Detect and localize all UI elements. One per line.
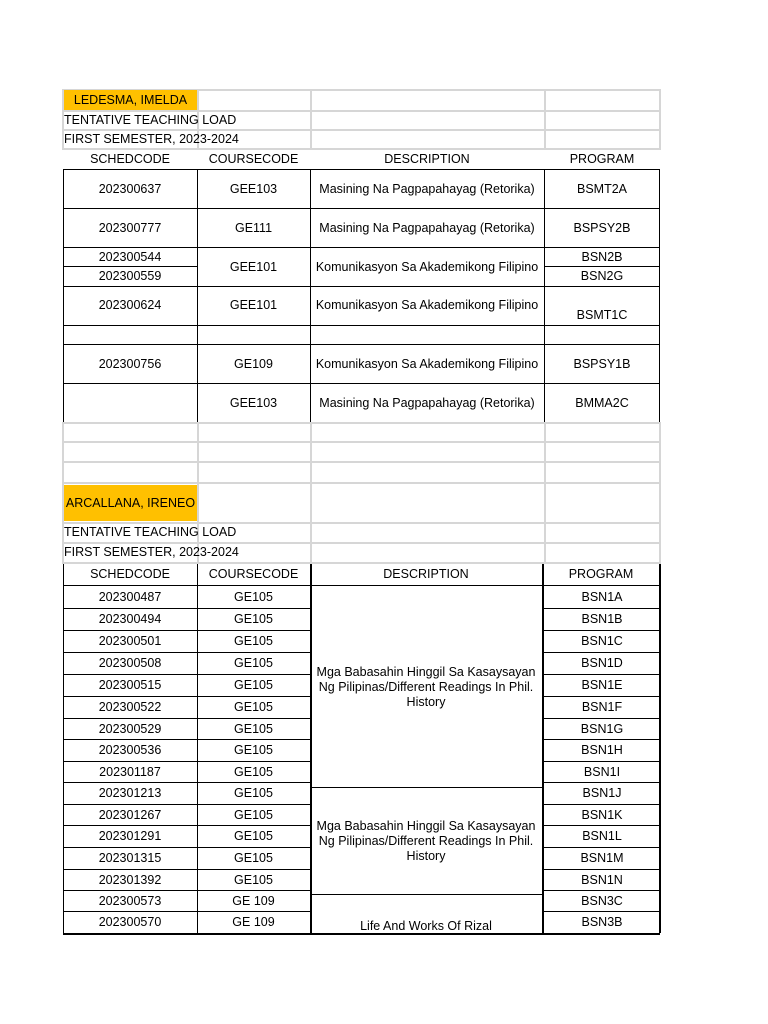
coursecode-cell: GE105	[234, 634, 273, 648]
program-cell: BSN1N	[581, 872, 623, 887]
program-cell: BSMT1C	[576, 307, 628, 322]
schedcode-cell: 202301267	[98, 807, 162, 822]
schedcode-cell: 202300777	[98, 220, 162, 235]
schedcode-cell: 202300544	[98, 249, 162, 264]
schedcode-cell: 202300487	[98, 589, 162, 604]
coursecode-cell: GE 109	[232, 915, 275, 929]
schedcode-cell: 202301187	[99, 764, 161, 779]
program-cell: BSN1D	[581, 656, 623, 670]
program-cell: BSN1J	[582, 786, 622, 800]
schedcode-cell: 202300573	[98, 893, 162, 908]
coursecode-cell: GE105	[234, 678, 273, 692]
table-border	[310, 894, 542, 895]
description-merged-cell: Mga Babasahin Hinggil Sa Kasaysayan Ng Pilipinas/Different Readings In Phil. History	[316, 818, 536, 863]
schedcode-cell: 202301315	[98, 851, 162, 865]
table-border	[310, 787, 542, 788]
header-coursecode: COURSECODE	[208, 566, 299, 581]
schedcode-cell: 202301213	[98, 786, 162, 800]
program-cell: BSN1I	[583, 764, 621, 779]
program-cell: BSN2G	[580, 268, 624, 283]
program-cell: BSN1F	[581, 700, 623, 714]
header-schedcode: SCHEDCODE	[90, 566, 170, 581]
schedcode-cell: 202300501	[98, 634, 162, 648]
gridline	[659, 422, 661, 482]
description-cell: Masining Na Pagpapahayag (Retorika)	[319, 181, 535, 196]
program-cell: BSN1H	[581, 743, 623, 757]
coursecode-cell: GE105	[234, 743, 273, 757]
schedcode-cell: 202300637	[98, 181, 162, 196]
gridline	[62, 482, 661, 484]
schedcode-cell: 202300624	[98, 297, 162, 312]
gridline	[62, 461, 661, 463]
semester-label: FIRST SEMESTER, 2023-2024	[64, 545, 239, 559]
coursecode-cell: GE109	[234, 356, 273, 371]
description-cell: Komunikasyon Sa Akademikong Filipino	[315, 356, 539, 371]
coursecode-cell: GEE103	[229, 395, 278, 410]
program-cell: BSN1E	[581, 678, 623, 692]
load-title: TENTATIVE TEACHING LOAD	[64, 112, 237, 127]
program-cell: BSPSY1B	[573, 356, 631, 371]
schedcode-cell: 202300508	[98, 656, 162, 670]
coursecode-cell: GEE101	[229, 259, 278, 274]
coursecode-cell: GE105	[234, 656, 273, 670]
program-cell: BMMA2C	[575, 395, 629, 410]
coursecode-cell: GEE103	[229, 181, 278, 196]
schedcode-cell: 202300756	[98, 356, 162, 371]
schedcode-cell: 202300559	[98, 268, 162, 283]
schedcode-cell: 202300494	[98, 612, 162, 626]
schedcode-cell: 202300536	[98, 743, 162, 757]
gridline	[62, 422, 64, 482]
schedcode-cell: 202301291	[98, 829, 162, 843]
description-merged-cell: Mga Babasahin Hinggil Sa Kasaysayan Ng Pilipinas/Different Readings In Phil. History	[316, 664, 536, 709]
gridline	[310, 89, 312, 149]
header-schedcode: SCHEDCODE	[90, 151, 170, 166]
gridline	[310, 422, 312, 482]
load-title: TENTATIVE TEACHING LOAD	[64, 525, 237, 539]
coursecode-cell: GE105	[234, 872, 273, 887]
program-cell: BSN1K	[581, 807, 623, 822]
coursecode-cell: GE111	[234, 220, 273, 235]
header-description: DESCRIPTION	[384, 151, 470, 166]
gridline	[62, 422, 661, 424]
program-cell: BSPSY2B	[573, 220, 631, 235]
teacher-name-cell: ARCALLANA, IRENEO	[64, 485, 197, 521]
gridline	[544, 89, 546, 149]
program-cell: BSN1L	[582, 829, 622, 843]
program-cell: BSN1C	[581, 634, 623, 648]
schedcode-cell: 202300529	[98, 721, 162, 736]
program-cell: BSN1A	[581, 589, 623, 604]
program-cell: BSN1B	[581, 612, 623, 626]
description-cell: Masining Na Pagpapahayag (Retorika)	[319, 220, 535, 235]
coursecode-cell: GEE101	[229, 297, 278, 312]
coursecode-cell: GE105	[234, 721, 273, 736]
schedcode-cell: 202300522	[98, 700, 162, 714]
teacher-name-cell: LEDESMA, IMELDA	[64, 90, 197, 110]
program-cell: BSMT2A	[576, 181, 627, 196]
header-coursecode: COURSECODE	[208, 151, 299, 166]
coursecode-cell: GE105	[234, 786, 273, 800]
header-description: DESCRIPTION	[383, 566, 469, 581]
program-cell: BSN3C	[581, 893, 623, 908]
program-cell: BSN1M	[580, 851, 624, 865]
header-program: PROGRAM	[568, 566, 634, 581]
description-cell: Komunikasyon Sa Akademikong Filipino	[315, 297, 539, 312]
semester-label: FIRST SEMESTER, 2023-2024	[64, 131, 239, 146]
schedcode-cell: 202300515	[98, 678, 162, 692]
coursecode-cell: GE105	[234, 612, 273, 626]
coursecode-cell: GE105	[234, 764, 273, 779]
header-program: PROGRAM	[569, 151, 635, 166]
program-cell: BSN1G	[580, 721, 624, 736]
program-cell: BSN2B	[581, 249, 623, 264]
coursecode-cell: GE105	[234, 807, 273, 822]
gridline	[62, 441, 661, 443]
description-cell: Komunikasyon Sa Akademikong Filipino	[315, 259, 539, 274]
coursecode-cell: GE 109	[232, 893, 275, 908]
coursecode-cell: GE105	[234, 829, 273, 843]
gridline	[544, 422, 546, 482]
program-cell: BSN3B	[581, 915, 623, 929]
description-merged-cell: Life And Works Of Rizal	[360, 918, 492, 933]
schedcode-cell: 202300570	[98, 915, 162, 929]
gridline	[197, 422, 199, 482]
schedcode-cell: 202301392	[98, 872, 162, 887]
coursecode-cell: GE105	[234, 589, 273, 604]
gridline	[659, 89, 661, 149]
coursecode-cell: GE105	[234, 700, 273, 714]
coursecode-cell: GE105	[234, 851, 273, 865]
description-cell: Masining Na Pagpapahayag (Retorika)	[319, 395, 535, 410]
schedcode-cell	[63, 384, 197, 422]
